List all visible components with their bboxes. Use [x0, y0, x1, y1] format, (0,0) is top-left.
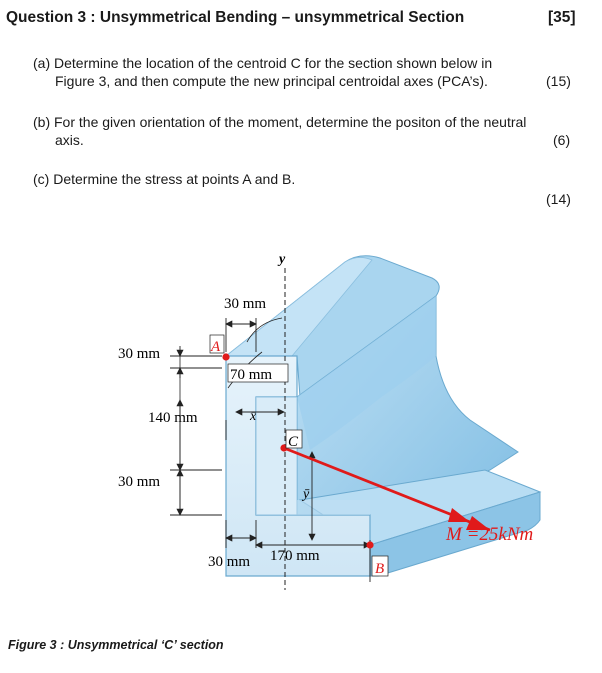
dim-bottom-30-label: 30 mm	[208, 554, 251, 570]
dim-top-width-label: 30 mm	[224, 296, 267, 312]
moment-label: M =25kNm	[446, 524, 534, 545]
dim-top-flange-label: 30 mm	[118, 346, 161, 362]
point-b-label: B	[375, 561, 385, 577]
figure-caption: Figure 3 : Unsymmetrical ‘C’ section	[8, 638, 224, 652]
part-b-line2: axis.	[55, 132, 84, 148]
point-b-marker	[366, 541, 373, 548]
part-a-marks: (15)	[546, 73, 571, 89]
point-a-marker	[222, 353, 229, 360]
dim-170-label: 170 mm	[270, 548, 320, 564]
part-a-line2: Figure 3, and then compute the new principal centroidal axes (PCA’s).	[55, 73, 488, 89]
point-a-label: A	[211, 339, 221, 355]
y-axis-label: y	[279, 252, 286, 267]
part-c-line1: (c) Determine the stress at points A and B.	[33, 171, 296, 187]
y-bar-label: ȳ	[303, 487, 310, 502]
part-b-line1: (b) For the given orientation of the moment, determine the positon of the neutral	[33, 114, 527, 130]
dim-140-label: 140 mm	[148, 410, 198, 426]
question-title: Question 3 : Unsymmetrical Bending – unsymmetrical Section	[6, 9, 465, 26]
part-c-marks: (14)	[546, 191, 571, 207]
total-marks: [35]	[548, 9, 576, 26]
part-a-line1: (a) Determine the location of the centroid C for the section shown below in	[33, 55, 493, 71]
dim-70-label: 70 mm	[230, 367, 273, 383]
left-dims	[170, 346, 222, 515]
x-bar-label: x̄	[250, 409, 257, 424]
part-b-marks: (6)	[553, 132, 571, 148]
centroid-label: C	[288, 434, 299, 450]
dim-bottom-flange-label: 30 mm	[118, 474, 161, 490]
